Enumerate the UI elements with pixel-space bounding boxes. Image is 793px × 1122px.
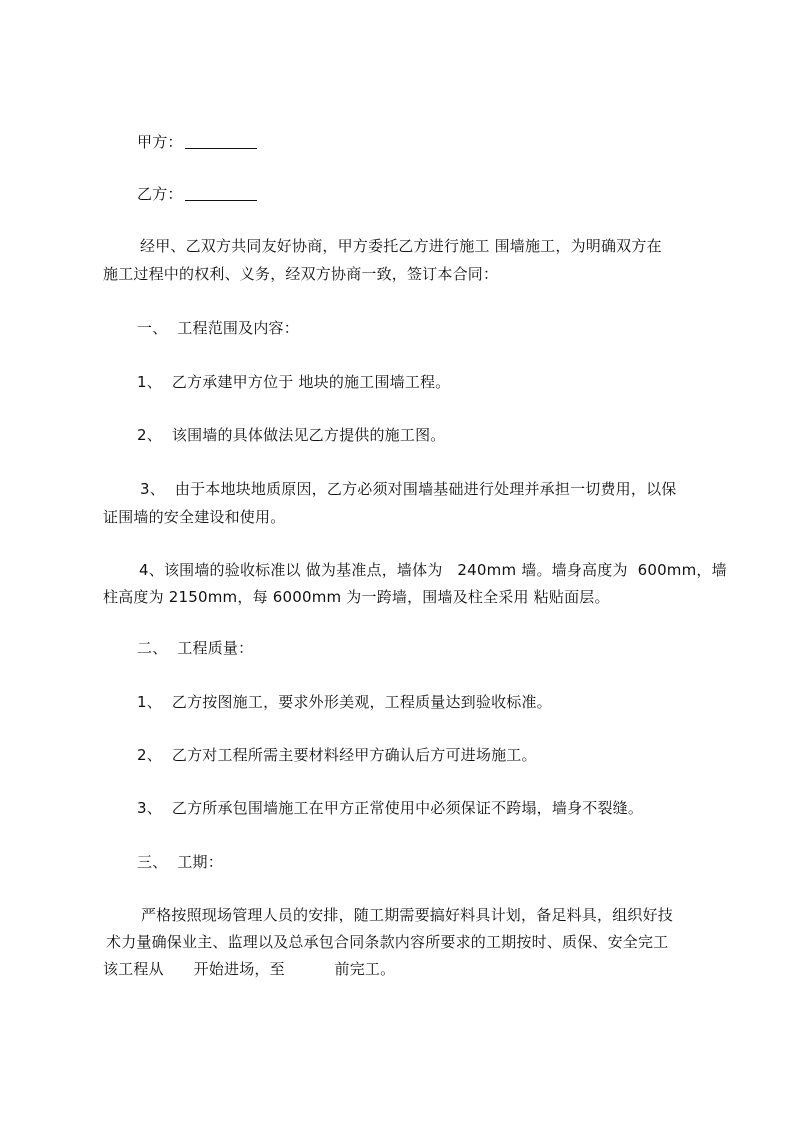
section1-item2: 2、 该围墙的具体做法见乙方提供的施工图。: [137, 426, 446, 444]
intro-line-1: 经甲、乙双方共同友好协商，甲方委托乙方进行施工 围墙施工，为明确双方在: [140, 237, 662, 255]
section3-body-line2: 术力量确保业主、监理以及总承包合同条款内容所要求的工期按时、质保、安全完工: [106, 933, 669, 951]
section1-item4-line1: 4、该围墙的验收标准以 做为基准点，墙体为 240mm 墙。墙身高度为 600mm，墙: [139, 561, 727, 579]
section1-item3-line2: 证围墙的安全建设和使用。: [103, 508, 286, 526]
section2-heading: 二、 工程质量：: [137, 639, 254, 657]
party-b-blank: [185, 186, 257, 201]
party-b-line: [0, 184, 793, 204]
section1-item3-line1: 3、 由于本地块地质原因，乙方必须对围墙基础进行处理并承担一切费用，以保: [140, 480, 677, 498]
section1-heading: 一、 工程范围及内容：: [137, 319, 299, 337]
section3-heading: 三、 工期：: [137, 853, 223, 871]
party-b-label: 乙方：: [137, 185, 183, 203]
section3-body-line1: 严格按照现场管理人员的安排，随工期需要搞好料具计划，备足料具，组织好技: [141, 906, 674, 924]
party-a-line: [0, 132, 793, 152]
section1-item4-line2: 柱高度为 2150mm，每 6000mm 为一跨墙，围墙及柱全采用 粘贴面层。: [103, 588, 610, 606]
section1-item1: 1、 乙方承建甲方位于 地块的施工围墙工程。: [137, 373, 451, 391]
section3-body-line3: 该工程从 开始进场，至 前完工。: [103, 960, 396, 978]
party-a-blank: [185, 134, 257, 149]
intro-line-2: 施工过程中的权利、义务，经双方协商一致，签订本合同：: [103, 265, 499, 283]
section2-item1: 1、 乙方按图施工，要求外形美观，工程质量达到验收标准。: [137, 693, 552, 711]
party-a-label: 甲方：: [137, 133, 183, 151]
section2-item2: 2、 乙方对工程所需主要材料经甲方确认后方可进场施工。: [137, 746, 537, 764]
section2-item3: 3、 乙方所承包围墙施工在甲方正常使用中必须保证不跨塌，墙身不裂缝。: [137, 799, 644, 817]
